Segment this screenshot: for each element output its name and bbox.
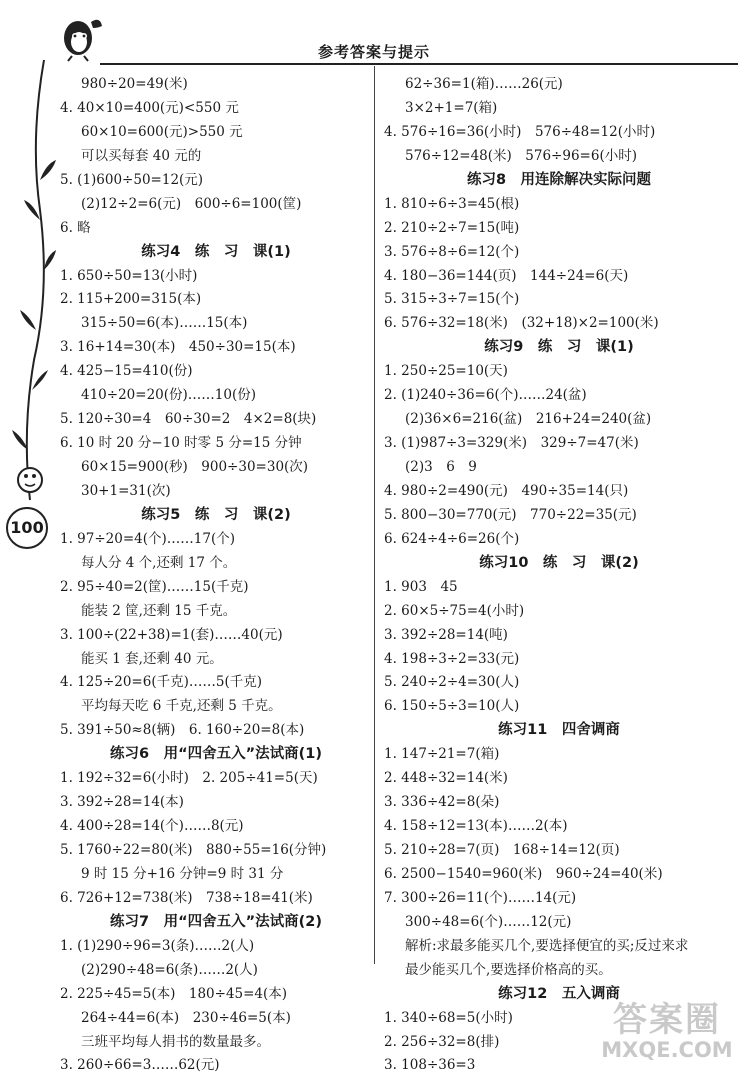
answer-line: 4. 158÷12=13(本)……2(本) [384, 818, 568, 835]
answer-line: 1. (1)290÷96=3(条)……2(人) [60, 937, 255, 954]
mascot-icon [58, 14, 104, 62]
answer-line: 5. (1)600÷50=12(元) [60, 171, 204, 188]
answer-line: 4. 125÷20=6(千克)……5(千克) [60, 674, 262, 691]
section-title: 练习9 练 习 课(1) [484, 339, 634, 356]
section-title: 练习5 练 习 课(2) [141, 506, 291, 523]
answer-line: 60×10=600(元)>550 元 [81, 123, 243, 140]
answer-line: 6. 726+12=738(米) 738÷18=41(米) [60, 889, 313, 906]
answer-line: 2. 210÷2÷7=15(吨) [384, 219, 520, 236]
column-divider [374, 66, 375, 964]
answer-line: 可以买每套 40 元的 [81, 147, 202, 164]
answer-line: 9 时 15 分+16 分钟=9 时 31 分 [81, 865, 284, 882]
answer-line: 4. 198÷3÷2=33(元) [384, 650, 520, 667]
answer-line: 3. 336÷42=8(朵) [384, 794, 500, 811]
answer-line: 62÷36=1(箱)……26(元) [405, 76, 563, 92]
answer-line: 2. (1)240÷36=6(个)……24(盆) [384, 387, 587, 404]
left-answer-column [60, 73, 372, 1078]
answer-line: 5. 1760÷22=80(米) 880÷55=16(分钟) [60, 842, 327, 858]
answer-line: 1. 810÷6÷3=45(根) [384, 195, 520, 212]
answer-line: 1. 192÷32=6(小时) 2. 205÷41=5(天) [60, 770, 318, 787]
answer-line: 3. 392÷28=14(本) [60, 794, 184, 811]
answer-line: 3. 16+14=30(本) 450÷30=15(本) [60, 339, 296, 356]
answer-line: 6. 150÷5÷3=10(人) [384, 698, 520, 715]
vine-decoration-icon [0, 60, 58, 560]
page-header-title: 参考答案与提示 [318, 43, 431, 61]
section-title: 练习4 练 习 课(1) [141, 243, 291, 260]
watermark [592, 1002, 742, 1062]
answer-line: 1. 903 45 [384, 578, 458, 595]
answer-line: (2)36×6=216(盆) 216+24=240(盆) [405, 411, 652, 428]
answer-line: 6. 2500−1540=960(米) 960÷24=40(米) [384, 865, 663, 882]
answer-line: 3. (1)987÷3=329(米) 329÷7=47(米) [384, 435, 639, 452]
answer-line: 5. 210÷28=7(页) 168÷14=12(页) [384, 842, 620, 858]
answer-line: 6. 10 时 20 分−10 时零 5 分=15 分钟 [60, 435, 302, 452]
answer-line: 2. 95÷40=2(筐)……15(千克) [60, 578, 249, 595]
answer-line: 3. 392÷28=14(吨) [384, 626, 508, 643]
answer-line: 5. 240÷2÷4=30(人) [384, 674, 520, 691]
answer-line: 6. 略 [60, 219, 91, 236]
answer-line: 4. 980÷2=490(元) 490÷35=14(只) [384, 482, 629, 499]
answer-line: 最少能买几个,要选择价格高的买。 [405, 961, 612, 978]
answer-line: (2)290÷48=6(条)……2(人) [81, 961, 258, 978]
answer-line: 7. 300÷26=11(个)……14(元) [384, 889, 577, 906]
answer-line: 解析:求最多能买几个,要选择便宜的买;反过来求 [405, 937, 689, 954]
answer-line: 2. 225÷45=5(本) 180÷45=4(本) [60, 985, 288, 1002]
answer-line: (2)3 6 9 [405, 459, 477, 475]
answer-line: 3×2+1=7(箱) [405, 99, 498, 116]
answer-line: 4. 180−36=144(页) 144÷24=6(天) [384, 267, 629, 284]
answer-line: 5. 391÷50≈8(辆) 6. 160÷20=8(本) [60, 722, 305, 739]
answer-line: 6. 624÷4÷6=26(个) [384, 530, 520, 547]
section-title: 练习8 用连除解决实际问题 [466, 171, 652, 188]
answer-line: 5. 800−30=770(元) 770÷22=35(元) [384, 506, 637, 523]
section-title: 练习6 用“四舍五入”法试商(1) [110, 746, 322, 763]
answer-line: 5. 315÷3÷7=15(个) [384, 291, 520, 308]
answer-line: 4. 40×10=400(元)<550 元 [60, 99, 239, 116]
answer-line: 576÷12=48(米) 576÷96=6(小时) [405, 147, 637, 164]
section-title: 练习12 五入调商 [498, 985, 620, 1002]
answer-line: 每人分 4 个,还剩 17 个。 [81, 554, 237, 571]
answer-line: 1. 650÷50=13(小时) [60, 267, 198, 284]
answer-line: 1. 147÷21=7(箱) [384, 746, 500, 763]
watermark-logo-text: 答案圈 [613, 1000, 721, 1040]
answer-line: 能装 2 筐,还剩 15 千克。 [81, 602, 237, 619]
answer-line: 264÷44=6(本) 230÷46=5(本) [81, 1009, 291, 1026]
answer-line: 平均每天吃 6 千克,还剩 5 千克。 [81, 698, 282, 715]
answer-line: 300÷48=6(个)……12(元) [405, 913, 572, 930]
answer-line: 2. 115+200=315(本) [60, 291, 202, 308]
section-title: 练习10 练 习 课(2) [479, 554, 639, 571]
answer-line: 三班平均每人捐书的数量最多。 [81, 1033, 270, 1050]
right-answer-column [384, 73, 734, 1078]
section-title: 练习11 四舍调商 [498, 722, 620, 739]
answer-line: 60×15=900(秒) 900÷30=30(次) [81, 459, 309, 475]
answer-line: 2. 256÷32=8(排) [384, 1033, 500, 1050]
answer-line: 3. 100÷(22+38)=1(套)……40(元) [60, 626, 283, 643]
page-number-badge: 100 [6, 507, 48, 549]
answer-line: 2. 60×5÷75=4(小时) [384, 602, 525, 619]
answer-line: 4. 425−15=410(份) [60, 363, 193, 380]
answer-line: 3. 260÷66=3……62(元) [60, 1057, 220, 1074]
answer-line: 5. 120÷30=4 60÷30=2 4×2=8(块) [60, 411, 317, 428]
watermark-url: MXQE.COM [601, 1038, 733, 1062]
answer-line: 能买 1 套,还剩 40 元。 [81, 650, 223, 667]
answer-line: 3. 108÷36=3 [384, 1057, 476, 1074]
answer-line: 980÷20=49(米) [81, 76, 188, 92]
answer-line: 30+1=31(次) [81, 482, 171, 499]
answer-line: 315÷50=6(本)……15(本) [81, 315, 248, 332]
answer-line: 1. 340÷68=5(小时) [384, 1009, 513, 1026]
answer-line: 1. 250÷25=10(天) [384, 363, 508, 380]
answer-line: 3. 576÷8÷6=12(个) [384, 243, 520, 260]
answer-line: 4. 576÷16=36(小时) 576÷48=12(小时) [384, 123, 656, 140]
answer-line: 2. 448÷32=14(米) [384, 770, 508, 787]
answer-line: 4. 400÷28=14(个)……8(元) [60, 818, 244, 835]
section-title: 练习7 用“四舍五入”法试商(2) [110, 913, 322, 930]
answer-line: 6. 576÷32=18(米) (32+18)×2=100(米) [384, 315, 659, 332]
answer-line: 1. 97÷20=4(个)……17(个) [60, 530, 235, 547]
header-rule [100, 63, 738, 65]
answer-line: 410÷20=20(份)……10(份) [81, 387, 256, 404]
answer-line: (2)12÷2=6(元) 600÷6=100(筐) [81, 195, 302, 212]
